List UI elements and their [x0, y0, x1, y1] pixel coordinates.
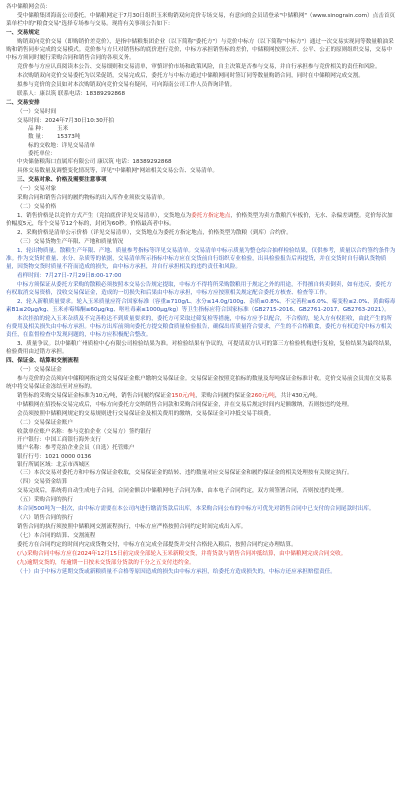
s4-para-11: (九)逾期交货的，每逾期一日按未交货部分货款的千分之五支付违约金。	[17, 560, 195, 567]
bank-row	[6, 461, 396, 469]
s4-sub-7: （七）本合同的结算、交割流程	[17, 533, 96, 540]
s3-para-8: 本次挂拍的轮入玉米杂质及不完善粒达不到质量要求的，委托方可采取过筛复检等措施，中标方应予以配合，不合格的，轮入方有权拒收，由此产生的所有费用及相关损失由中标方承担。中标方出库前须向委托方提交粮食质量检验报告，确保出库质量符合要求，产生的不合格粮食，委托方有权追究中标方相关责任，在监督检查中发现问题的，中标方应积极配合整改。	[6, 316, 392, 339]
site-label: 标的交收地：	[28, 142, 62, 149]
s3-para-2b: ，价格类型为卖方散粮汽车板价，无水、杂偏差调整。竞价每次加价幅度5元，每个交易节12个标的，封闭为60秒。价格最高者中标。	[6, 213, 393, 228]
bank-label: 银行行号：	[17, 453, 45, 460]
section-1-title: 一、交易规定	[6, 30, 40, 36]
s4-deposit-sell: 150元/吨	[171, 393, 196, 400]
s1-para-1: 购销双向竞价交易（即购销价差竞价），是指中储粮集团企业（以下简称"委托方"）与竞价中标方（以下简称"中标方"）通过一次交易实现同等数量粮油采购和销售同步完成的交易模式。竞价参与方只对销售标的底价进行竞价，中标方承担销售标的差价，中储粮网按照公开、公平、公正的原则组织交易，交易中中标方须同时履行采购合同和销售合同的各项义务。	[6, 39, 394, 61]
s4-para-2b: ，采购合同履约保证金	[195, 393, 252, 400]
s3-sub-2: （二）交易价格	[17, 204, 57, 211]
bank-value: 中国工商银行海外支行	[44, 437, 101, 444]
s4-para-4: 会员须按照中储粮网规定的交易规则进行交易保证金及相关费用的缴纳，交易保证金可冲抵交易手续费。	[17, 411, 275, 418]
intro-paragraph: 受中储粮集团海南公司委托，中储粮网定于7月30日组织玉米购销双向竞价专场交易，有意向的会员请登录"中储粮网"（www.sinograin.com）点击首页菜单栏中的"粮食交易"选择专场参与交易。现将有关事项公告如下：	[6, 13, 396, 27]
s1-contact: 联系人：康以筑 联系电话：18389292868	[17, 91, 126, 97]
s4-sub-6: （六）销售合同的执行	[17, 515, 73, 522]
company-line: 中央储备粮海口直属库有限公司 康以筑 电话：18389292868	[17, 159, 172, 166]
seller-label: 委托单位：	[28, 150, 56, 157]
site-value: 详见交易清单	[61, 142, 96, 149]
s3-para-3: 2、采购价格是清单公示价格（详见交易清单），交货地点为委托方指定地点，价格类型为散粮（到库）合约价。	[17, 230, 292, 237]
bank-row	[6, 453, 396, 461]
s4-para-9: 委托方在合同约定的时间内完成货物交付，中标方在完成全部提货并交付合格轮入粮后，按照合同约定办理结算。	[17, 542, 297, 549]
s4-para-5: （三）本次交易对委托方和中标方保证金收取，交易保证金的结转、违约数量对应交易保证金和履约保证金的相关处理按有关规定执行。	[17, 470, 353, 477]
bank-row	[6, 436, 396, 444]
s1-para-4: 拟参与竞价的会员如对本次购销双向竞价交易有疑问，可向海南公司工作人员咨询详情。	[17, 82, 236, 88]
bank-row	[6, 428, 396, 436]
section-3-title: 三、交易对象、价格及需要注意事项	[17, 177, 107, 184]
variety-label: 品 种：	[28, 126, 47, 133]
variety-row	[6, 125, 396, 133]
s1-para-3: 本次购销双向竞价交易委托为以采促销，交易完成后，委托方与中标方通过中储粮网同时签订同等数量购销合同，同时在中储粮网完成交割。	[17, 73, 364, 79]
section-2-title: 二、交易安排	[6, 100, 40, 106]
s4-para-7: 本合同500吨为一批次，由中标方需要在本公司内进行缴清货款后出库，本采购合同公布的中标方可优先对销售合同中已支付的合同尾款时出库。	[17, 506, 375, 513]
bank-label: 开户银行：	[17, 437, 45, 444]
s2-sub-1: （一）交易时间	[17, 109, 57, 115]
s4-sub-2: （二）交易保证金账户	[17, 420, 73, 427]
quantity-row	[6, 133, 396, 141]
s4-sub-1: （一）交易保证金	[17, 367, 62, 374]
s3-para-2	[6, 212, 396, 228]
bank-value: 参与竞拍企业（交易方）签约银行	[67, 429, 152, 436]
quantity-label: 数 量：	[28, 134, 47, 141]
s3-para-7: 2、轮入新粮质量要求。轮入玉米质量应符合国家标准（容重≥710g/L、水分≤14.0g/100g、杂质≤0.8%、不完善粒≤6.0%、霉变粒≤2.0%、黄曲霉毒素B1≤20μg/kg、玉米赤霉烯酮≤60μg/kg、呕吐毒素≤1000μg/kg）等卫生指标应符合国家标准（GB2715-2016、GB2761-2017、GB2763-2021）。	[6, 299, 396, 314]
s3-sub-3: （三）交易货物生产年限、产地和质量情况	[17, 239, 124, 246]
bank-value: 参考竞拍企业会员（自选）托管账户	[44, 445, 135, 452]
s3-para-2a: 1、销售价格是以竞价方式产生（竞拍底价详见交易清单），交货地点为	[17, 213, 192, 220]
s4-para-3: 中储粮网在招投标交易完成后，中标方向委托方交纳销售合同款和采购合同保证金，并在交易后规定时间内足额缴纳，否则按违约处理。	[17, 402, 353, 409]
s3-para-6: 中标方须保证从委托方采购的散粮必须按照本交易公告规定提取，中标方不得将所采购散粮用于规定之外的用途，不得擅自转卖倒卖，如有违反，委托方有权取消交易资格，没收交易保证金，造成的一切损失和后果由中标方承担，中标方应按照相关规定配合委托方核查、检查等工作。	[6, 282, 392, 297]
bank-label: 账户名称：	[17, 445, 45, 452]
s4-para-8: 销售合同的执行须按照中储粮网交割流程执行，中标方应严格按照合同约定时间完成出入库。	[17, 524, 247, 531]
site-row	[6, 142, 396, 150]
s2-detail: 具体交易数量及调整变化情况等，详见"中储粮网"网站相关交易公告、交易清单。	[17, 168, 218, 175]
variety-value: 玉米	[57, 126, 69, 133]
bank-account-list	[6, 428, 396, 469]
s4-sub-4: （四）交易资金结算	[17, 479, 68, 486]
s3-sub-1: （一）交易对象	[17, 186, 57, 193]
bank-value: 1021 0000 0136	[44, 453, 92, 460]
bank-value: 北京市西城区	[56, 461, 90, 468]
seller-row	[6, 150, 396, 158]
s4-para-1: 参与竞价的会员须向中储粮网指定的交易保证金账户缴纳交易保证金。交易保证金按照竞拍标的数量及每吨保证金标准计收。竞价交易前会员需在交易系统中将交易保证金冻结至对应标的。	[6, 376, 392, 391]
trade-time: 交易时间：2024年7月30日10:30开拍	[17, 118, 114, 124]
s4-para-2a: 销售标的采购交易保证金标准为10元/吨，销售合同履约保证金	[17, 393, 172, 400]
s3-para-9: 3、质量争议。以中储粮广州质检中心有限公司检验结果为准。对检验结果有争议的，可提请双方认可的第三方检验机构进行复检，复检结果为最终结果，检验费用由过错方承担。	[6, 341, 396, 356]
section-4-title: 四、保证金、结算和交割流程	[6, 358, 79, 365]
s4-para-6: 交易完成后，系统将自动生成电子合同，合同金额以中储粮网电子合同为准，由本电子合同约定，双方须签署合同，否则按违约处理。	[17, 488, 348, 495]
bank-label: 银行所属区域：	[17, 461, 57, 468]
s4-para-12: （十）由于中标方延期交货或新粮质量不合格等原因造成的损失由中标方承担，给委托方造成损失的，中标方还应承担赔偿责任。	[17, 569, 336, 576]
quantity-value: 15373吨	[57, 134, 81, 141]
greeting: 各中储粮网会员：	[6, 4, 51, 10]
s1-para-2: 竞价参与方应认真阅读本公告、交易细则和交易清单，审慎评价市场和政策风险，自主决策是否参与交易，并自行承担参与竞价相关的责任和风险。	[17, 64, 381, 70]
s3-para-4: 1、轮出物质量。散粮生产年限、产地、质量参考指标等详见交易清单。交易清单中标示质量为整仓综合抽样检验结果，仅供参考，质量以合约签约条件为准。作为交货时重量、水分、杂质等的依据，交易清单所示指标中标方应在交货前自行组织专业检验，出具检验报告后再提货，并在交货时自行确认货物质量，因货物交货时质量不符而造成的损失，由中标方承担，并自行承担相关的违约责任和风险。	[6, 248, 396, 271]
bank-label: 收款单位账户名称：	[17, 429, 68, 436]
s3-viewing-time: 看样时间：7月27日-7月29日8:00-17:00	[17, 273, 122, 280]
s4-para-10: (八)采购合同中标方应在2024年12月15日前完成全部轮入玉米新粮交货，并将货款与销售合同冲抵结算，由中储粮网完成合同交收。	[17, 551, 347, 558]
s3-para-1: 采购合同和销售合同的履约物标的出入库作业须依交易清单。	[17, 195, 169, 202]
s4-para-2	[6, 392, 396, 400]
bank-row	[6, 444, 396, 452]
s4-deposit-buy: 260元/吨	[251, 393, 275, 400]
s3-para-2-highlight: 委托方指定地点	[191, 213, 231, 220]
s4-para-2c: ，共计430元/吨。	[274, 393, 322, 400]
s4-sub-5: （五）采购合同的执行	[17, 497, 73, 504]
